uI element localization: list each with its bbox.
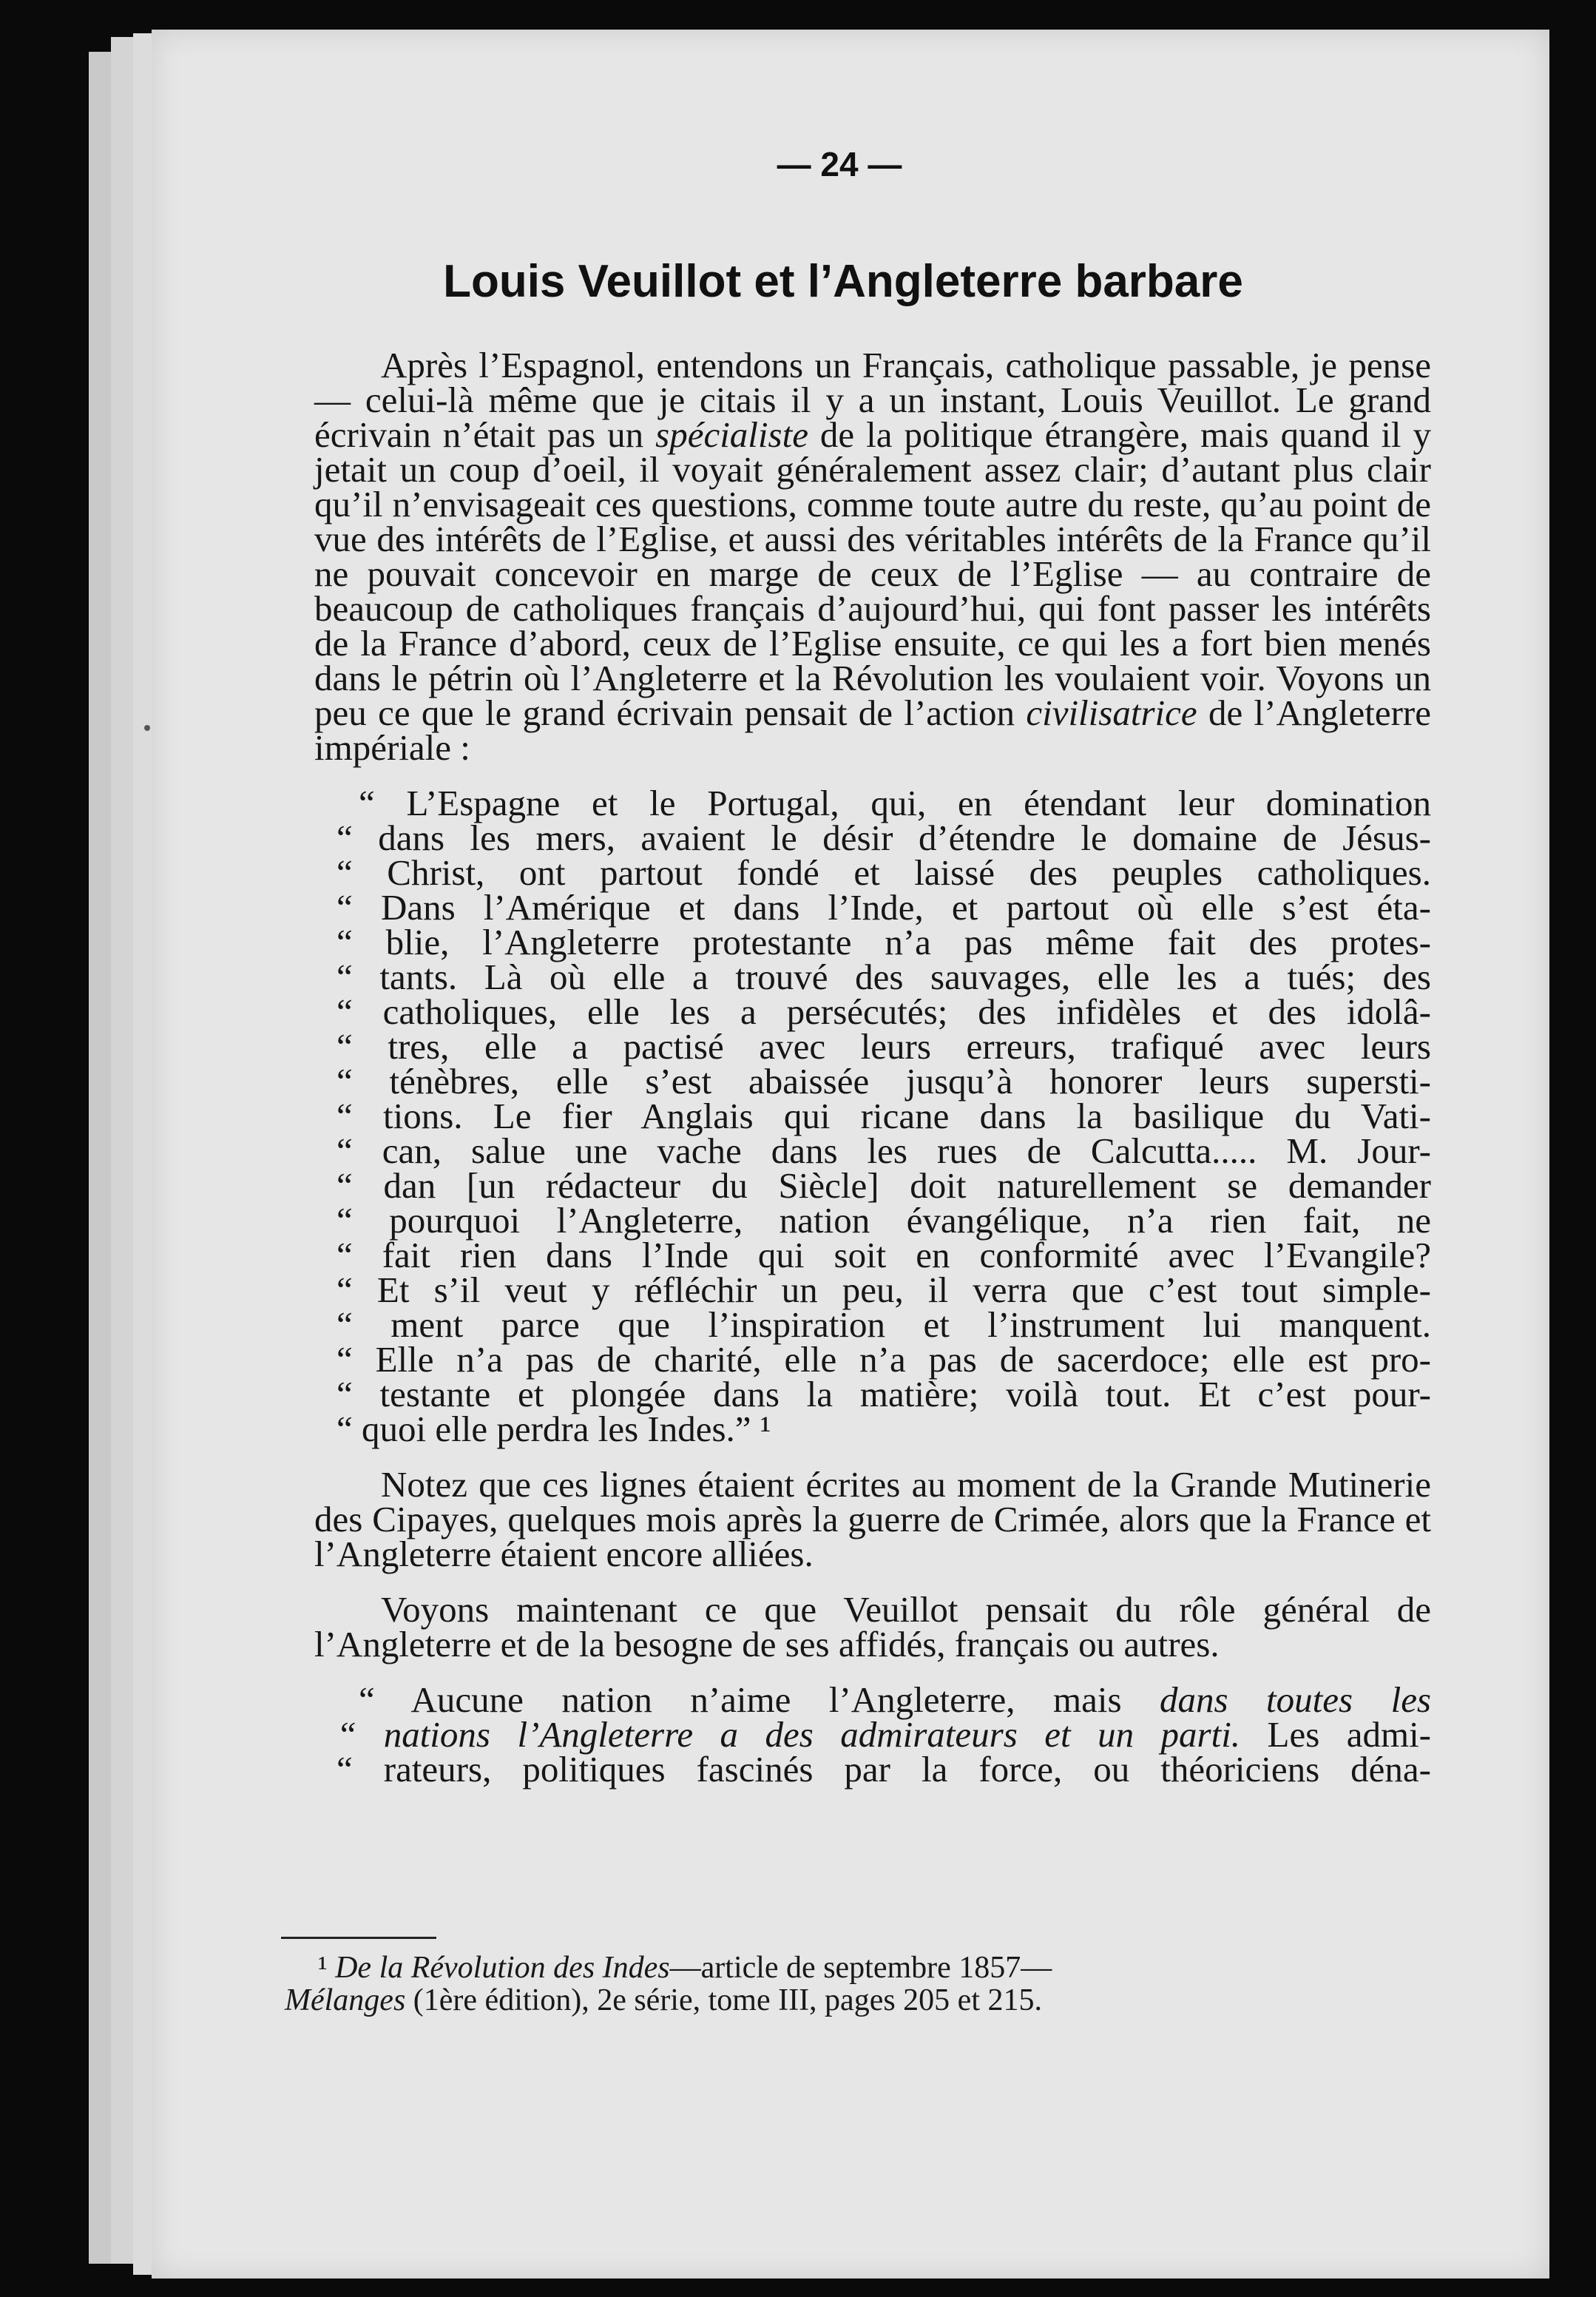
footnote-text-part: (1ère édition), 2e série, tome III, pages 205 et 215. — [405, 1983, 1042, 2017]
quote-line: “ Elle n’a pas de charité, elle n’a pas de sacerdoce; elle est pro- — [337, 1339, 1431, 1380]
quote-line: “ ment parce que l’inspiration et l’instrument lui manquent. — [337, 1304, 1431, 1345]
footnote-text — [285, 1952, 1438, 2017]
page-body — [314, 345, 1432, 1807]
italic-text: spécialiste — [655, 414, 808, 455]
quote-line — [314, 1714, 1431, 1755]
scan-speck — [144, 725, 150, 731]
quote-line: “ tres, elle a pactisé avec leurs erreurs, trafiqué avec leurs — [337, 1026, 1431, 1067]
paragraph-context: Notez que ces lignes étaient écrites au moment de la Grande Mutinerie des Cipayes, quelques mois après la guerre de Crimée, alors que la France et l’Angleterre étaient encore alliées. — [314, 1464, 1431, 1574]
paragraph-text: de l’Angleterre impériale : — [314, 692, 1431, 768]
italic-text: De la Révolution des Indes — [335, 1951, 670, 1985]
quote-line: “ can, salue une vache dans les rues de Calcutta..... M. Jour- — [337, 1130, 1431, 1171]
chapter-title: Louis Veuillot et l’Angleterre barbare — [443, 256, 1243, 307]
paragraph-transition: Voyons maintenant ce que Veuillot pensait du rôle général de l’Angleterre et de la besogne de ses affidés, français ou autres. — [314, 1589, 1431, 1664]
quote-line: “ L’Espagne et le Portugal, qui, en étendant leur domination — [359, 783, 1431, 823]
quote-line: “ tions. Le fier Anglais qui ricane dans la basilique du Vati- — [337, 1096, 1431, 1136]
quote-line — [314, 1679, 1432, 1720]
book-page — [152, 30, 1549, 2279]
footnote-marker: ¹ — [318, 1951, 328, 1985]
quote-line: “ rateurs, politiques fascinés par la force, ou théoriciens déna- — [337, 1749, 1431, 1790]
paragraph-text: de la politique étrangère, mais quand il y jetait un coup d’oeil, il voyait généralement assez clair; d’autant plus clair qu’il n’envisageait ces questions, comme toute autre du reste, qu’au point de vue des intérêts de l’Eglise, et aussi des véritables intérêts de la France qu’il ne pouvait concevoir en marge de ceux de l’Eglise — au contraire de beaucoup de catholiques français d’aujourd’hui, qui font passer les intérêts de la France d’abord, ceux de l’Eglise ensuite, ce qui les a fort bien menés dans le pétrin où l’Angleterre et la Révolution les voulaient voir. Voyons un peu ce que le grand écrivain pensait de l’action — [314, 414, 1432, 733]
paragraph-text: Après l’Espagnol, entendons un Français, catholique passable, je pense — celui-là même que je citais il y a un instant, Louis Veuillot. Le grand écrivain n’était pas un — [314, 345, 1431, 455]
quote-line: “ quoi elle perdra les Indes.” ¹ — [337, 1409, 771, 1449]
quote-line: “ Dans l’Amérique et dans l’Inde, et partout où elle s’est éta- — [337, 887, 1431, 928]
italic-text: civilisatrice — [1026, 692, 1197, 733]
quote-line: “ dans les mers, avaient le désir d’étendre le domaine de Jésus- — [337, 817, 1431, 858]
paragraph-intro — [314, 345, 1432, 768]
italic-text: Mélanges — [285, 1983, 406, 2017]
quote-line: “ fait rien dans l’Inde qui soit en conformité avec l’Evangile? — [337, 1235, 1431, 1275]
quote-line: “ dan [un rédacteur du Siècle] doit naturellement se demander — [337, 1165, 1431, 1206]
quote-line: “ blie, l’Angleterre protestante n’a pas même fait des protes- — [337, 922, 1431, 962]
footnote — [285, 1952, 1438, 2017]
quote-line: “ testante et plongée dans la matière; voilà tout. Et c’est pour- — [337, 1374, 1431, 1414]
quote-text: “ Aucune nation n’aime l’Angleterre, mais — [359, 1679, 1160, 1720]
italic-text: “ nations l’Angleterre a des admirateurs et un parti. — [337, 1714, 1241, 1755]
quote-line: “ Christ, ont partout fondé et laissé des peuples catholiques. — [337, 852, 1431, 893]
quote-line: “ pourquoi l’Angleterre, nation évangélique, n’a rien fait, ne — [337, 1200, 1431, 1241]
quote-text: Les admi- — [1240, 1714, 1431, 1755]
veuillot-quote-2 — [314, 1679, 1432, 1790]
footnote-divider — [281, 1937, 436, 1939]
quote-line: “ ténèbres, elle s’est abaissée jusqu’à honorer leurs supersti- — [337, 1061, 1431, 1102]
quote-line: “ catholiques, elle les a persécutés; des infidèles et des idolâ- — [337, 991, 1431, 1032]
veuillot-quote — [314, 783, 1431, 1449]
page-number: — 24 — — [777, 145, 902, 183]
italic-text: dans toutes les — [1160, 1679, 1432, 1720]
quote-line: “ Et s’il veut y réfléchir un peu, il verra que c’est tout simple- — [337, 1269, 1431, 1310]
quote-line: “ tants. Là où elle a trouvé des sauvages, elle les a tués; des — [337, 957, 1431, 997]
footnote-text-part: —article de septembre 1857— — [669, 1951, 1052, 1985]
